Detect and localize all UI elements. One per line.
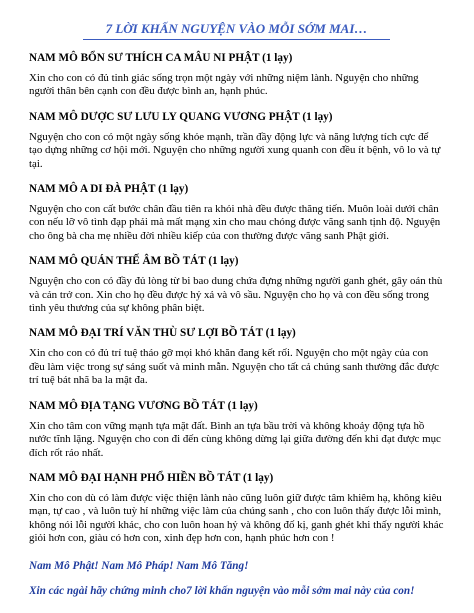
section-heading: NAM MÔ QUÁN THẾ ÂM BỒ TÁT (1 lạy) [29,255,239,268]
closing-request: Xin các ngài hãy chứng minh cho7 lời khấn nguyện vào mỗi sớm mai này của con! [29,584,415,597]
section-heading: NAM MÔ ĐẠI TRÍ VĂN THÙ SƯ LỢI BỒ TÁT (1 lạy) [29,327,296,340]
document-title: 7 LỜI KHẤN NGUYỆN VÀO MỖI SỚM MAI… [105,21,368,36]
section-body: Nguyện cho con có một ngày sống khỏe mạnh, trần đầy động lực và năng lượng tích cực để tạo dựng những cơ hội mới. Nguyện cho những người xung quanh con đều ít bệnh, vô lo và tự tại. [29,130,441,170]
section-body: Xin cho con dù có làm được việc thiện lành nào cũng luôn giữ được tâm khiêm hạ, không kiêu mạn, tự cao , và luôn tuỳ hỉ những việc làm của chúng sanh , cho con luôn thấy được lỗi mình, không nói lỗi người khác, cho con luôn hoan hỷ và không đố kị, ganh ghét khi thấy người khác giỏi hơn con, giàu có hơn con, xinh đẹp hơn con, hạnh phúc hơn con ! [29,491,444,545]
section-heading: NAM MÔ DƯỢC SƯ LƯU LY QUANG VƯƠNG PHẬT (1 lạy) [29,110,333,123]
prayer-section [29,182,444,243]
section-heading: NAM MÔ ĐỊA TẠNG VƯƠNG BỒ TÁT (1 lạy) [29,399,258,412]
section-body: Xin cho con có đủ tinh giác sống trọn một ngày với những niệm lành. Nguyện cho những người thân bên cạnh con đều được bình an, hạnh phúc. [29,72,419,98]
prayer-section [29,51,444,99]
prayer-section [29,254,444,315]
prayer-section [29,110,444,171]
closing-invocation: Nam Mô Phật! Nam Mô Pháp! Nam Mô Tăng! [29,559,249,572]
section-heading: NAM MÔ A DI ĐÀ PHẬT (1 lạy) [29,183,189,196]
title-underline [83,39,390,40]
prayer-section [29,326,444,387]
section-heading: NAM MÔ ĐẠI HẠNH PHỔ HIỀN BỒ TÁT (1 lạy) [29,471,274,484]
section-body: Nguyện cho con có đầy đủ lòng từ bi bao dung chứa đựng những người ganh ghét, gây oán thù và cản trở con. Xin cho họ đều được hỷ xả và vô sầu. Nguyện cho họ và con đều sống trong tình yêu thương của sự không phân biệt. [29,275,443,315]
section-heading: NAM MÔ BỔN SƯ THÍCH CA MÂU NI PHẬT (1 lạy) [29,52,293,64]
section-body: Xin cho con có đủ trí tuệ tháo gỡ mọi khó khăn đang kết rối. Nguyện cho một ngày của con đều làm việc trong sự sáng suốt và minh mẫn. Nguyện cho tất cả chúng sanh thường đắc được trí tuệ bát nhã ba la mật đa. [29,347,439,387]
section-body: Nguyện cho con cất bước chân đầu tiên ra khỏi nhà đều được thăng tiến. Muôn loài dưới chân con nếu lỡ vô tình đạp phải mà mất mạng xin cho mau chóng được vãng sanh tịnh độ. Nguyện cho ông bà cha mẹ nhiều đời nhiều kiếp của con thường được vãng sanh Phật giới. [29,203,441,242]
prayer-section [29,471,444,546]
prayer-section [29,399,444,460]
section-body: Xin cho tâm con vững mạnh tựa mặt đất. Bình an tựa bầu trời và không khoảy động tựa hồ nước tĩnh lặng. Nguyện cho con đi đến cùng không dừng lại giữa đường đến khi đạt được mục đích rốt ráo nhất. [29,419,441,459]
